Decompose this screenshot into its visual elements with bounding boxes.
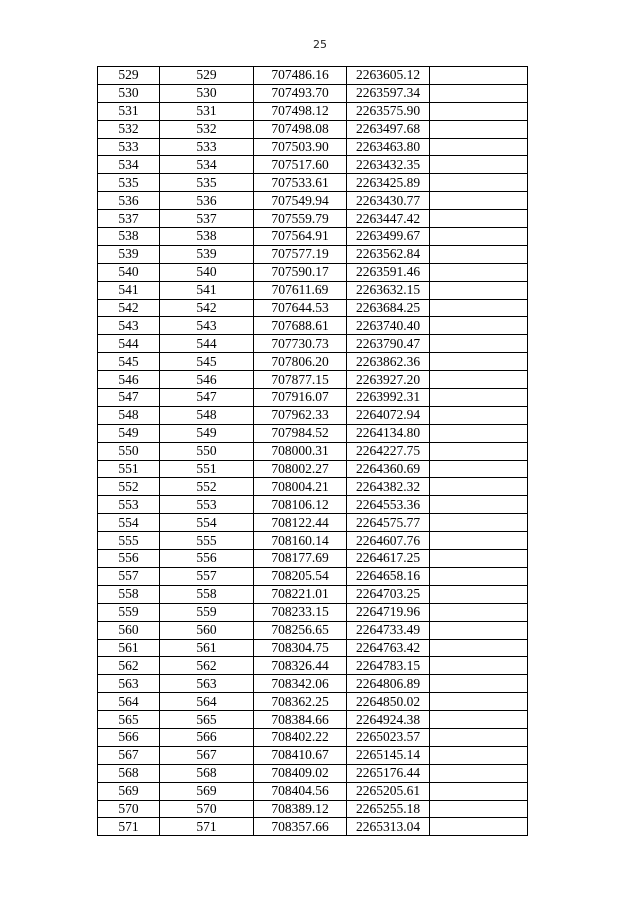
x-coordinate-cell: 707877.15 [254,371,347,389]
point-id-cell: 561 [160,639,254,657]
table-row [98,478,528,496]
point-number-cell: 544 [98,335,160,353]
y-coordinate-cell: 2263575.90 [347,102,430,120]
point-number-cell: 552 [98,478,160,496]
point-id-cell: 540 [160,263,254,281]
y-coordinate-cell: 2264924.38 [347,711,430,729]
x-coordinate-cell: 708106.12 [254,496,347,514]
y-coordinate-cell: 2264227.75 [347,442,430,460]
note-cell [430,299,528,317]
point-number-cell: 550 [98,442,160,460]
note-cell [430,746,528,764]
point-number-cell: 556 [98,550,160,568]
point-number-cell: 541 [98,281,160,299]
x-coordinate-cell: 708404.56 [254,782,347,800]
point-id-cell: 539 [160,245,254,263]
y-coordinate-cell: 2264719.96 [347,603,430,621]
y-coordinate-cell: 2263562.84 [347,245,430,263]
x-coordinate-cell: 708256.65 [254,621,347,639]
page-number: 25 [313,38,327,51]
point-number-cell: 563 [98,675,160,693]
y-coordinate-cell: 2263790.47 [347,335,430,353]
y-coordinate-cell: 2263927.20 [347,371,430,389]
note-cell [430,728,528,746]
x-coordinate-cell: 708357.66 [254,818,347,836]
point-number-cell: 536 [98,192,160,210]
table-row [98,317,528,335]
table-row [98,67,528,85]
x-coordinate-cell: 707549.94 [254,192,347,210]
x-coordinate-cell: 707533.61 [254,174,347,192]
note-cell [430,67,528,85]
point-id-cell: 552 [160,478,254,496]
point-number-cell: 539 [98,245,160,263]
coordinates-table-body [98,67,528,836]
x-coordinate-cell: 707806.20 [254,353,347,371]
note-cell [430,478,528,496]
point-id-cell: 565 [160,711,254,729]
y-coordinate-cell: 2264617.25 [347,550,430,568]
point-id-cell: 564 [160,693,254,711]
table-row [98,174,528,192]
note-cell [430,693,528,711]
table-row [98,639,528,657]
x-coordinate-cell: 708004.21 [254,478,347,496]
point-id-cell: 544 [160,335,254,353]
note-cell [430,424,528,442]
note-cell [430,156,528,174]
note-cell [430,210,528,228]
table-row [98,120,528,138]
x-coordinate-cell: 708000.31 [254,442,347,460]
note-cell [430,228,528,246]
table-row [98,281,528,299]
note-cell [430,460,528,478]
x-coordinate-cell: 707916.07 [254,389,347,407]
point-number-cell: 570 [98,800,160,818]
x-coordinate-cell: 707498.12 [254,102,347,120]
table-row [98,567,528,585]
point-id-cell: 545 [160,353,254,371]
y-coordinate-cell: 2263430.77 [347,192,430,210]
y-coordinate-cell: 2263432.35 [347,156,430,174]
point-number-cell: 543 [98,317,160,335]
note-cell [430,800,528,818]
x-coordinate-cell: 708362.25 [254,693,347,711]
note-cell [430,567,528,585]
point-id-cell: 534 [160,156,254,174]
point-number-cell: 547 [98,389,160,407]
y-coordinate-cell: 2264575.77 [347,514,430,532]
y-coordinate-cell: 2264072.94 [347,406,430,424]
y-coordinate-cell: 2263862.36 [347,353,430,371]
y-coordinate-cell: 2264360.69 [347,460,430,478]
x-coordinate-cell: 707498.08 [254,120,347,138]
note-cell [430,406,528,424]
point-id-cell: 567 [160,746,254,764]
y-coordinate-cell: 2265313.04 [347,818,430,836]
point-number-cell: 537 [98,210,160,228]
note-cell [430,263,528,281]
table-row [98,353,528,371]
table-row [98,728,528,746]
point-number-cell: 532 [98,120,160,138]
point-number-cell: 559 [98,603,160,621]
y-coordinate-cell: 2264703.25 [347,585,430,603]
table-row [98,210,528,228]
y-coordinate-cell: 2263684.25 [347,299,430,317]
x-coordinate-cell: 707564.91 [254,228,347,246]
note-cell [430,603,528,621]
x-coordinate-cell: 708002.27 [254,460,347,478]
x-coordinate-cell: 708304.75 [254,639,347,657]
x-coordinate-cell: 708384.66 [254,711,347,729]
point-id-cell: 531 [160,102,254,120]
table-row [98,657,528,675]
note-cell [430,621,528,639]
table-row [98,102,528,120]
note-cell [430,138,528,156]
point-id-cell: 563 [160,675,254,693]
point-number-cell: 548 [98,406,160,424]
note-cell [430,281,528,299]
point-id-cell: 568 [160,764,254,782]
note-cell [430,192,528,210]
note-cell [430,317,528,335]
note-cell [430,102,528,120]
point-id-cell: 550 [160,442,254,460]
point-id-cell: 547 [160,389,254,407]
point-number-cell: 566 [98,728,160,746]
y-coordinate-cell: 2263497.68 [347,120,430,138]
point-number-cell: 540 [98,263,160,281]
point-id-cell: 548 [160,406,254,424]
y-coordinate-cell: 2264382.32 [347,478,430,496]
point-id-cell: 543 [160,317,254,335]
x-coordinate-cell: 708221.01 [254,585,347,603]
point-id-cell: 560 [160,621,254,639]
x-coordinate-cell: 707688.61 [254,317,347,335]
point-id-cell: 556 [160,550,254,568]
y-coordinate-cell: 2264553.36 [347,496,430,514]
x-coordinate-cell: 707486.16 [254,67,347,85]
x-coordinate-cell: 707559.79 [254,210,347,228]
y-coordinate-cell: 2263463.80 [347,138,430,156]
point-id-cell: 538 [160,228,254,246]
note-cell [430,675,528,693]
table-row [98,156,528,174]
point-id-cell: 553 [160,496,254,514]
point-number-cell: 557 [98,567,160,585]
point-number-cell: 555 [98,532,160,550]
point-id-cell: 530 [160,84,254,102]
x-coordinate-cell: 708122.44 [254,514,347,532]
point-number-cell: 534 [98,156,160,174]
x-coordinate-cell: 708402.22 [254,728,347,746]
note-cell [430,335,528,353]
table-row [98,603,528,621]
point-id-cell: 541 [160,281,254,299]
point-number-cell: 538 [98,228,160,246]
table-row [98,496,528,514]
x-coordinate-cell: 707517.60 [254,156,347,174]
point-number-cell: 562 [98,657,160,675]
y-coordinate-cell: 2264763.42 [347,639,430,657]
table-row [98,782,528,800]
point-number-cell: 561 [98,639,160,657]
table-row [98,711,528,729]
point-id-cell: 555 [160,532,254,550]
table-row [98,514,528,532]
table-row [98,228,528,246]
note-cell [430,818,528,836]
x-coordinate-cell: 707503.90 [254,138,347,156]
y-coordinate-cell: 2263591.46 [347,263,430,281]
y-coordinate-cell: 2265023.57 [347,728,430,746]
point-number-cell: 565 [98,711,160,729]
table-row [98,406,528,424]
y-coordinate-cell: 2263605.12 [347,67,430,85]
point-number-cell: 542 [98,299,160,317]
point-id-cell: 549 [160,424,254,442]
point-id-cell: 537 [160,210,254,228]
point-id-cell: 558 [160,585,254,603]
y-coordinate-cell: 2264850.02 [347,693,430,711]
note-cell [430,245,528,263]
note-cell [430,514,528,532]
table-row [98,764,528,782]
table-row [98,585,528,603]
note-cell [430,657,528,675]
y-coordinate-cell: 2264806.89 [347,675,430,693]
note-cell [430,174,528,192]
note-cell [430,353,528,371]
x-coordinate-cell: 708160.14 [254,532,347,550]
y-coordinate-cell: 2264134.80 [347,424,430,442]
point-id-cell: 535 [160,174,254,192]
table-row [98,299,528,317]
x-coordinate-cell: 707611.69 [254,281,347,299]
note-cell [430,496,528,514]
point-number-cell: 551 [98,460,160,478]
point-id-cell: 566 [160,728,254,746]
point-id-cell: 569 [160,782,254,800]
x-coordinate-cell: 707577.19 [254,245,347,263]
note-cell [430,389,528,407]
table-row [98,84,528,102]
point-number-cell: 554 [98,514,160,532]
point-id-cell: 536 [160,192,254,210]
x-coordinate-cell: 708326.44 [254,657,347,675]
point-id-cell: 562 [160,657,254,675]
coordinates-table [97,66,528,836]
point-number-cell: 545 [98,353,160,371]
table-row [98,621,528,639]
point-id-cell: 533 [160,138,254,156]
x-coordinate-cell: 707493.70 [254,84,347,102]
y-coordinate-cell: 2263992.31 [347,389,430,407]
point-id-cell: 542 [160,299,254,317]
point-number-cell: 529 [98,67,160,85]
x-coordinate-cell: 707644.53 [254,299,347,317]
point-number-cell: 546 [98,371,160,389]
y-coordinate-cell: 2265145.14 [347,746,430,764]
point-number-cell: 553 [98,496,160,514]
note-cell [430,84,528,102]
point-id-cell: 546 [160,371,254,389]
note-cell [430,371,528,389]
point-number-cell: 567 [98,746,160,764]
y-coordinate-cell: 2264658.16 [347,567,430,585]
y-coordinate-cell: 2264607.76 [347,532,430,550]
y-coordinate-cell: 2263447.42 [347,210,430,228]
table-row [98,532,528,550]
point-number-cell: 568 [98,764,160,782]
point-id-cell: 532 [160,120,254,138]
point-id-cell: 570 [160,800,254,818]
table-row [98,245,528,263]
table-row [98,746,528,764]
point-id-cell: 529 [160,67,254,85]
x-coordinate-cell: 708389.12 [254,800,347,818]
y-coordinate-cell: 2264783.15 [347,657,430,675]
table-row [98,138,528,156]
y-coordinate-cell: 2265255.18 [347,800,430,818]
point-id-cell: 559 [160,603,254,621]
point-number-cell: 531 [98,102,160,120]
x-coordinate-cell: 708409.02 [254,764,347,782]
point-number-cell: 530 [98,84,160,102]
table-row [98,675,528,693]
x-coordinate-cell: 707590.17 [254,263,347,281]
point-number-cell: 549 [98,424,160,442]
point-id-cell: 557 [160,567,254,585]
y-coordinate-cell: 2264733.49 [347,621,430,639]
note-cell [430,120,528,138]
y-coordinate-cell: 2265176.44 [347,764,430,782]
table-row [98,263,528,281]
table-row [98,693,528,711]
x-coordinate-cell: 708233.15 [254,603,347,621]
y-coordinate-cell: 2265205.61 [347,782,430,800]
table-row [98,442,528,460]
table-row [98,818,528,836]
note-cell [430,585,528,603]
table-row [98,192,528,210]
y-coordinate-cell: 2263499.67 [347,228,430,246]
point-number-cell: 569 [98,782,160,800]
x-coordinate-cell: 708342.06 [254,675,347,693]
note-cell [430,550,528,568]
table-row [98,424,528,442]
note-cell [430,711,528,729]
x-coordinate-cell: 708410.67 [254,746,347,764]
note-cell [430,782,528,800]
y-coordinate-cell: 2263425.89 [347,174,430,192]
x-coordinate-cell: 708177.69 [254,550,347,568]
table-row [98,335,528,353]
x-coordinate-cell: 707962.33 [254,406,347,424]
note-cell [430,532,528,550]
table-row [98,550,528,568]
point-number-cell: 533 [98,138,160,156]
y-coordinate-cell: 2263740.40 [347,317,430,335]
point-id-cell: 571 [160,818,254,836]
y-coordinate-cell: 2263632.15 [347,281,430,299]
table-row [98,389,528,407]
note-cell [430,442,528,460]
point-number-cell: 558 [98,585,160,603]
table-row [98,460,528,478]
point-number-cell: 564 [98,693,160,711]
point-number-cell: 560 [98,621,160,639]
point-number-cell: 535 [98,174,160,192]
point-number-cell: 571 [98,818,160,836]
point-id-cell: 551 [160,460,254,478]
point-id-cell: 554 [160,514,254,532]
x-coordinate-cell: 707984.52 [254,424,347,442]
x-coordinate-cell: 707730.73 [254,335,347,353]
x-coordinate-cell: 708205.54 [254,567,347,585]
table-row [98,371,528,389]
note-cell [430,639,528,657]
note-cell [430,764,528,782]
y-coordinate-cell: 2263597.34 [347,84,430,102]
table-row [98,800,528,818]
